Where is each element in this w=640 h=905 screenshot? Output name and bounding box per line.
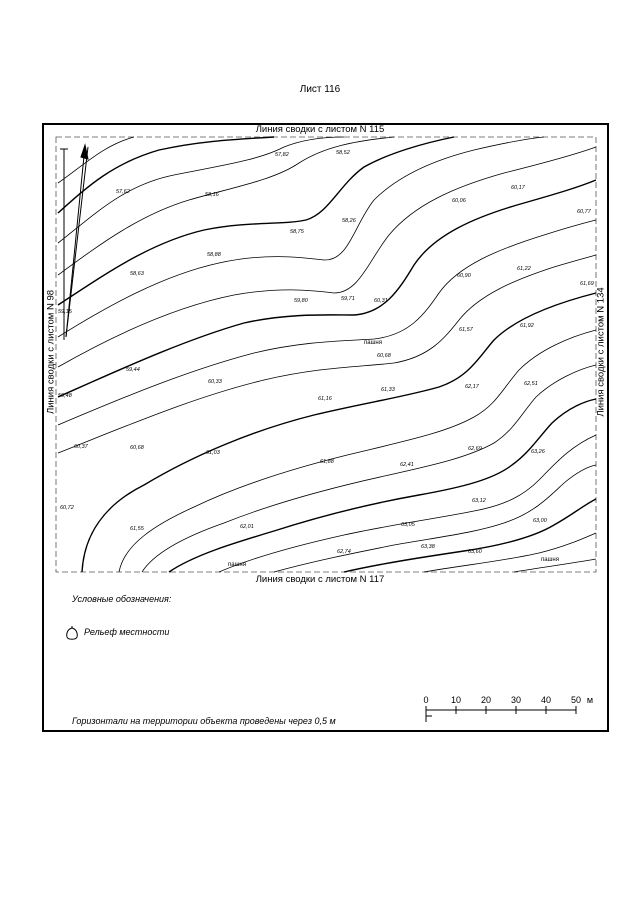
elevation-label: 58,16	[205, 192, 219, 198]
elevation-label: 63,26	[531, 449, 545, 455]
contour-line	[58, 180, 596, 397]
elevation-label: 61,22	[517, 266, 531, 272]
elevation-label: 57,82	[275, 152, 289, 158]
border-label-bottom: Линия сводки с листом N 117	[255, 574, 385, 585]
scale-tick: 50	[570, 695, 582, 705]
land-label: пашня	[228, 562, 246, 568]
elevation-label: 59,44	[126, 367, 140, 373]
elevation-label: 61,55	[130, 526, 144, 532]
border-label-right: Линия сводки с листом N 134	[595, 287, 607, 417]
contour-line	[58, 137, 344, 243]
scale-tick: 40	[540, 695, 552, 705]
elevation-label: 60,68	[130, 445, 144, 451]
elevation-label: 62,01	[240, 524, 254, 530]
relief-icon	[65, 626, 79, 642]
elevation-label: 60,31	[374, 298, 388, 304]
elevation-label: 58,75	[290, 229, 304, 235]
scale-unit: м	[586, 695, 594, 705]
contour-line	[58, 220, 596, 425]
elevation-label: 58,26	[342, 218, 356, 224]
elevation-label: 59,48	[58, 393, 72, 399]
elevation-label: 60,72	[60, 505, 74, 511]
elevation-label: 63,05	[401, 522, 415, 528]
contour-line	[58, 137, 454, 305]
contour-line	[58, 147, 596, 367]
elevation-label: 61,03	[206, 450, 220, 456]
contour-lines	[58, 137, 596, 572]
elevation-label: 58,52	[336, 150, 350, 156]
elevation-label: 62,69	[468, 446, 482, 452]
scale-bar	[420, 692, 600, 728]
contour-interval-note: Горизонтали на территории объекта проведены через 0,5 м	[72, 716, 336, 726]
elevation-label: 59,71	[341, 296, 355, 302]
elevation-label: 60,77	[577, 209, 591, 215]
elevation-label: 61,88	[320, 459, 334, 465]
elevation-label: 63,12	[472, 498, 486, 504]
elevation-label: 61,92	[520, 323, 534, 329]
elevation-label: 57,62	[116, 189, 130, 195]
elevation-label: 63,38	[421, 544, 435, 550]
elevation-label: 60,17	[511, 185, 525, 191]
elevation-label: 63,60	[468, 549, 482, 555]
elevation-label: 60,37	[74, 444, 88, 450]
elevation-label: 58,88	[207, 252, 221, 258]
contour-line	[219, 435, 596, 572]
contour-line	[58, 137, 544, 337]
contour-line	[58, 137, 394, 275]
sheet-title: Лист 116	[299, 84, 341, 95]
scale-tick: 10	[450, 695, 462, 705]
elevation-label: 59,15	[58, 309, 72, 315]
contour-line	[58, 137, 274, 213]
scale-tick: 0	[423, 695, 429, 705]
map-boundary	[56, 137, 596, 572]
elevation-label: 59,80	[294, 298, 308, 304]
land-label: пашня	[364, 340, 382, 346]
scale-tick: 30	[510, 695, 522, 705]
contour-line	[82, 293, 596, 572]
elevation-label: 60,90	[457, 273, 471, 279]
border-label-top: Линия сводки с листом N 115	[255, 124, 385, 135]
contour-line	[169, 399, 596, 572]
elevation-label: 61,16	[318, 396, 332, 402]
elevation-label: 60,33	[208, 379, 222, 385]
elevation-label: 61,57	[459, 327, 473, 333]
border-label-left: Линия сводки с листом N 98	[45, 289, 57, 415]
elevation-label: 58,63	[130, 271, 144, 277]
elevation-label: 62,41	[400, 462, 414, 468]
contour-line	[142, 365, 596, 572]
elevation-label: 63,00	[533, 518, 547, 524]
elevation-label: 62,17	[465, 384, 479, 390]
elevation-label: 62,74	[337, 549, 351, 555]
legend-title: Условные обозначения:	[72, 594, 172, 604]
scale-tick: 20	[480, 695, 492, 705]
elevation-label: 60,06	[452, 198, 466, 204]
elevation-label: 62,51	[524, 381, 538, 387]
elevation-label: 61,69	[580, 281, 594, 287]
land-label: пашня	[541, 557, 559, 563]
contour-line	[58, 137, 134, 183]
elevation-label: 60,68	[377, 353, 391, 359]
elevation-label: 61,33	[381, 387, 395, 393]
legend-relief-label: Рельеф местности	[84, 627, 170, 637]
contour-map	[44, 125, 607, 730]
